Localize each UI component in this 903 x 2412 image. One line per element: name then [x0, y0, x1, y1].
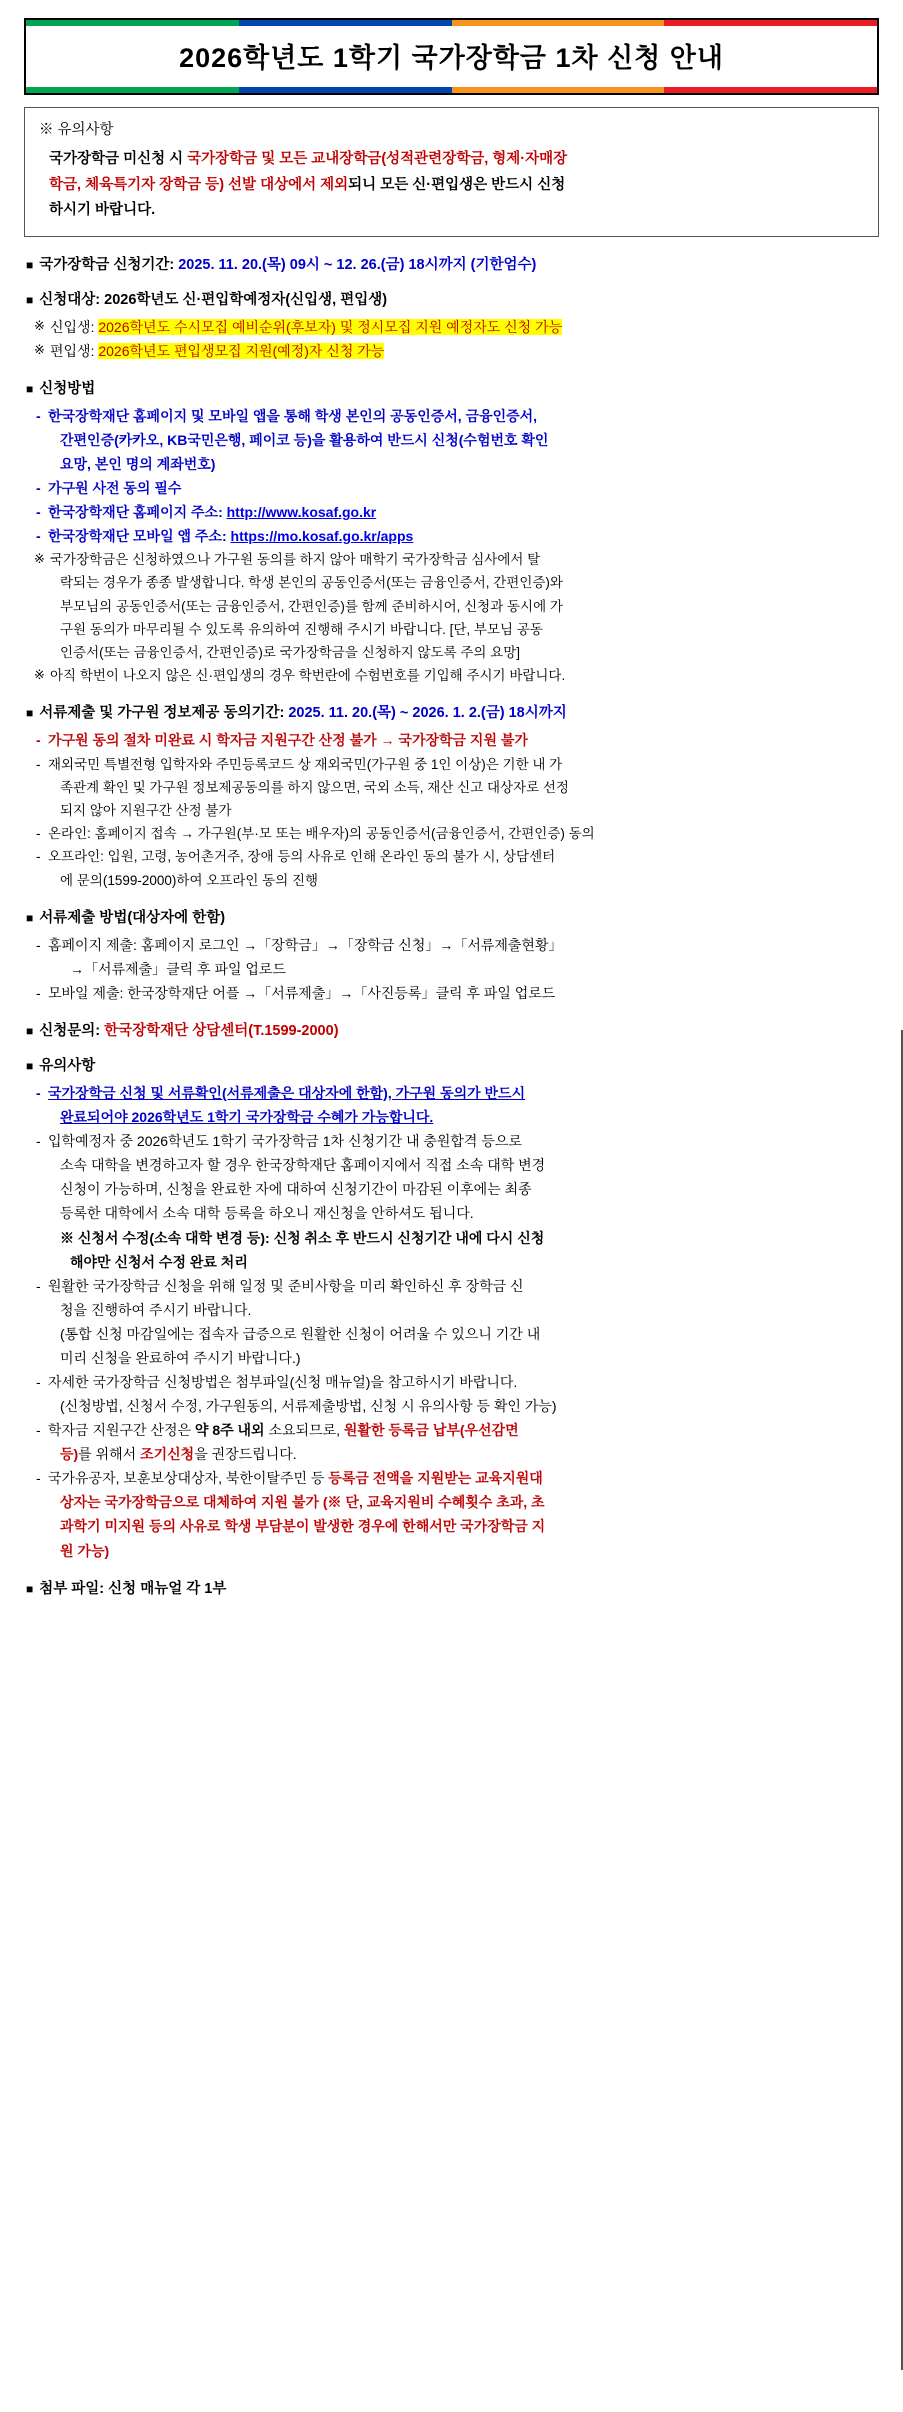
- method-note-2: ※ 아직 학번이 나오지 않은 신·편입생의 경우 학번란에 수험번호를 기입해 주시기 바랍니다.: [26, 664, 877, 687]
- caution-item-3: 청을 진행하여 주시기 바랍니다.: [60, 1301, 252, 1318]
- title-color-bar-top: [26, 20, 877, 26]
- caution-item-5-e: 등): [60, 1446, 79, 1463]
- method-note-1: [26, 641, 877, 664]
- caution-item-2-note: ※ 신청서 수정(소속 대학 변경 등): 신청 취소 후 반드시 신청기간 내에 다시 신청: [60, 1229, 545, 1246]
- section-inquiry: [26, 1019, 877, 1040]
- page-title: 2026학년도 1학기 국가장학금 1차 신청 안내: [179, 43, 724, 73]
- notice-line1-b: 국가장학금 및 모든 교내장학금(성적관련장학금, 형제·자매장: [187, 151, 568, 168]
- submit-heading: [26, 906, 877, 927]
- document-title-block: [24, 18, 879, 95]
- caution-item-2-text: 신청이 가능하며, 신청을 완료한 자에 대하여 신청기간이 마감된 이후에는 최종: [60, 1181, 532, 1198]
- submit-item: →「서류제출」클릭 후 파일 업로드: [70, 960, 286, 977]
- period-label: 국가장학금 신청기간:: [39, 256, 179, 273]
- submit-label: 서류제출 방법(대상자에 한함): [39, 909, 226, 926]
- caution-item-6-b: 등록금 전액을 지원받는 교육지원대: [328, 1470, 543, 1487]
- method-item: 요망, 본인 명의 계좌번호): [60, 455, 216, 472]
- documents-offline: - 오프라인: 입원, 고령, 농어촌거주, 장애 등의 사유로 인해 온라인 동의 불가 시, 상담센터: [26, 845, 877, 868]
- caution-item-2-note: 해야만 신청서 수정 완료 처리: [70, 1253, 248, 1270]
- method-mobile: [26, 524, 877, 548]
- notice-heading: ※ 유의사항: [39, 122, 114, 138]
- caution-item-5-g: 조기신청: [140, 1446, 195, 1463]
- method-note-1-line: 락되는 경우가 종종 발생합니다. 학생 본인의 공동인증서(또는 금융인증서, 간편인증)와: [60, 575, 563, 591]
- bullet-square-icon: ■: [26, 292, 34, 307]
- mobile-label: 한국장학재단 모바일 앱 주소:: [48, 528, 231, 545]
- bullet-square-icon: ■: [26, 1024, 34, 1039]
- caution-item-3-note: 미리 신청을 완료하여 주시기 바랍니다.): [60, 1349, 301, 1366]
- caution-item-6: [26, 1466, 877, 1490]
- caution-item-2: 등록한 대학에서 소속 대학 등록을 하오니 재신청을 안하셔도 됩니다.: [60, 1205, 474, 1222]
- method-item: 간편인증(카카오, KB국민은행, 페이코 등)을 활용하여 반드시 신청(수험번호 확인: [60, 431, 549, 448]
- notice-line2-a: 학금, 체육특기자 장학금 등) 선발 대상에서 제외: [49, 176, 349, 193]
- method-label: 신청방법: [39, 380, 96, 397]
- bullet-square-icon: ■: [26, 381, 34, 396]
- method-heading: [26, 377, 877, 398]
- caution-item-6: 상자는 국가장학금으로 대체하여 지원 불가 (※ 단, 교육지원비 수혜횟수 초과, 초: [60, 1494, 545, 1511]
- caution-item-5: [26, 1418, 877, 1442]
- caution-item-1: - 국가장학금 신청 및 서류확인(서류제출은 대상자에 한함), 가구원 동의가 반드시: [26, 1081, 877, 1105]
- submit-item: - 모바일 제출: 한국장학재단 어플 →「서류제출」→「사진등록」클릭 후 파일 업로드: [26, 981, 877, 1005]
- caution-item-5-a: 학자금 지원구간 산정은: [48, 1422, 195, 1439]
- target-item-value: 2026학년도 편입생모집 지원(예정)자 신청 가능: [98, 342, 385, 359]
- documents-item: - 재외국민 특별전형 입학자와 주민등록코드 상 재외국민(가구원 중 1인 이상)은 기한 내 가: [26, 753, 877, 776]
- section-submit: [26, 906, 877, 1005]
- documents-online: - 온라인: 홈페이지 접속 → 가구원(부·모 또는 배우자)의 공동인증서(금융인증서, 간편인증) 동의: [26, 822, 877, 845]
- caution-item-5-f: 를 위해서: [78, 1446, 141, 1463]
- caution-item-6: 과학기 미지원 등의 사유로 학생 부담분이 발생한 경우에 한해서만 국가장학금 지: [60, 1518, 546, 1535]
- target-item-label: 편입생:: [50, 342, 99, 359]
- caution-item-1: 완료되어야 2026학년도 1학기 국가장학금 수혜가 가능합니다.: [60, 1109, 434, 1126]
- section-target: [26, 288, 877, 363]
- caution-item-5-d: 원활한 등록금 납부(우선감면: [343, 1422, 519, 1439]
- caution-item-2: - 입학예정자 중 2026학년도 1학기 국가장학금 1차 신청기간 내 충원합격 등으로: [26, 1129, 877, 1153]
- target-heading: [26, 288, 877, 309]
- caution-item-5-h: 을 권장드립니다.: [194, 1446, 297, 1463]
- documents-item: 되지 않아 지원구간 산정 불가: [60, 802, 232, 818]
- method-homepage: [26, 500, 877, 524]
- inquiry-heading: [26, 1019, 877, 1040]
- documents-highlight: - 가구원 동의 절차 미완료 시 학자금 지원구간 산정 불가 → 국가장학금 지원 불가: [26, 728, 877, 752]
- caution-item-2: 소속 대학을 변경하고자 할 경우 한국장학재단 홈페이지에서 직접 소속 대학 변경: [60, 1157, 546, 1174]
- inquiry-value: 한국장학재단 상담센터(T.1599-2000): [104, 1023, 339, 1040]
- caution-item-6: 원 가능): [60, 1542, 110, 1559]
- period-value: 2025. 11. 20.(목) 09시 ~ 12. 26.(금) 18시까지 (기한엄수): [178, 256, 537, 273]
- section-caution: [26, 1054, 877, 1563]
- caution-label: 유의사항: [39, 1058, 96, 1075]
- section-documents: [26, 701, 877, 891]
- caution-item-3: - 원활한 국가장학금 신청을 위해 일정 및 준비사항을 미리 확인하신 후 장학금 신: [26, 1274, 877, 1298]
- bullet-square-icon: ■: [26, 257, 34, 272]
- homepage-label: 한국장학재단 홈페이지 주소:: [48, 503, 227, 520]
- method-note-1: [26, 618, 877, 641]
- target-item: [26, 315, 877, 339]
- documents-label: 서류제출 및 가구원 정보제공 동의기간:: [39, 705, 289, 722]
- method-note-1-line: 국가장학금은 신청하였으나 가구원 동의를 하지 않아 매학기 국가장학금 심사에서 탈: [50, 552, 541, 568]
- notice-line2-b: 되니 모든 신·편입생은 반드시 신청: [348, 176, 566, 193]
- method-note-1: [26, 595, 877, 618]
- target-label: 신청대상: 2026학년도 신·편입학예정자(신입생, 편입생): [39, 291, 388, 308]
- documents-item: 족관계 확인 및 가구원 정보제공동의를 하지 않으면, 국외 소득, 재산 신고 대상자로 선정: [60, 779, 569, 795]
- target-item-label: 신입생:: [50, 318, 99, 335]
- caution-item-4: - 자세한 국가장학금 신청방법은 첨부파일(신청 매뉴얼)을 참고하시기 바랍니다.: [26, 1370, 877, 1394]
- caution-item-3-note: (통합 신청 마감일에는 접속자 급증으로 원활한 신청이 어려울 수 있으니 기간 내: [60, 1325, 541, 1342]
- mobile-app-link[interactable]: https://mo.kosaf.go.kr/apps: [230, 528, 414, 545]
- section-period: [26, 253, 877, 274]
- method-note-1: [26, 548, 877, 571]
- bullet-square-icon: ■: [26, 1581, 34, 1596]
- caution-item-5-b: 약 8주 내외: [194, 1422, 265, 1439]
- submit-item: - 홈페이지 제출: 홈페이지 로그인 →「장학금」→「장학금 신청」→「서류제출현황」: [26, 933, 877, 957]
- inquiry-label: 신청문의:: [39, 1023, 105, 1040]
- caution-item-2: [26, 1177, 877, 1201]
- period-heading: [26, 253, 877, 274]
- notice-line3: 하시기 바랍니다.: [49, 202, 156, 219]
- notice-line1-a: 국가장학금 미신청 시: [49, 151, 188, 168]
- attachment-heading: [26, 1577, 877, 1598]
- bullet-square-icon: ■: [26, 706, 34, 721]
- method-item: - 가구원 사전 동의 필수: [26, 476, 877, 500]
- bullet-square-icon: ■: [26, 910, 34, 925]
- method-note-1: [26, 571, 877, 594]
- attachment-label: 첨부 파일: 신청 매뉴얼 각 1부: [39, 1580, 227, 1597]
- homepage-link[interactable]: http://www.kosaf.go.kr: [226, 503, 377, 520]
- caution-heading: [26, 1054, 877, 1075]
- notice-body: [39, 147, 864, 223]
- method-note-1-line: 구원 동의가 마무리될 수 있도록 유의하여 진행해 주시기 바랍니다. [단, 부모님 공동: [60, 621, 543, 637]
- section-method: [26, 377, 877, 688]
- section-attachment: [26, 1577, 877, 1598]
- target-item-value: 2026학년도 수시모집 예비순위(후보자) 및 정시모집 지원 예정자도 신청 가능: [98, 318, 563, 335]
- documents-heading: [26, 701, 877, 722]
- documents-offline: 에 문의(1599-2000)하여 오프라인 동의 진행: [60, 872, 319, 888]
- documents-period: 2025. 11. 20.(목) ~ 2026. 1. 2.(금) 18시까지: [288, 705, 567, 722]
- caution-item-5-c: 소요되므로,: [264, 1422, 344, 1439]
- method-note-1-line: 인증서(또는 금융인증서, 간편인증)로 국가장학금을 신청하지 않도록 주의 요망]: [60, 645, 521, 660]
- notice-box: [24, 107, 879, 237]
- method-item: - 한국장학재단 홈페이지 및 모바일 앱을 통해 학생 본인의 공동인증서, 금융인증서,: [26, 404, 877, 428]
- title-color-bar-bottom: [26, 87, 877, 93]
- target-item: [26, 339, 877, 363]
- caution-item-6-a: 국가유공자, 보훈보상대상자, 북한이탈주민 등: [48, 1470, 329, 1487]
- caution-item-4-note: (신청방법, 신청서 수정, 가구원동의, 서류제출방법, 신청 시 유의사항 등 확인 가능): [60, 1398, 557, 1415]
- caution-item-5: [26, 1442, 877, 1466]
- method-note-1-line: 부모님의 공동인증서(또는 금융인증서, 간편인증)를 함께 준비하시어, 신청과 동시에 가: [60, 598, 563, 614]
- bullet-square-icon: ■: [26, 1059, 34, 1074]
